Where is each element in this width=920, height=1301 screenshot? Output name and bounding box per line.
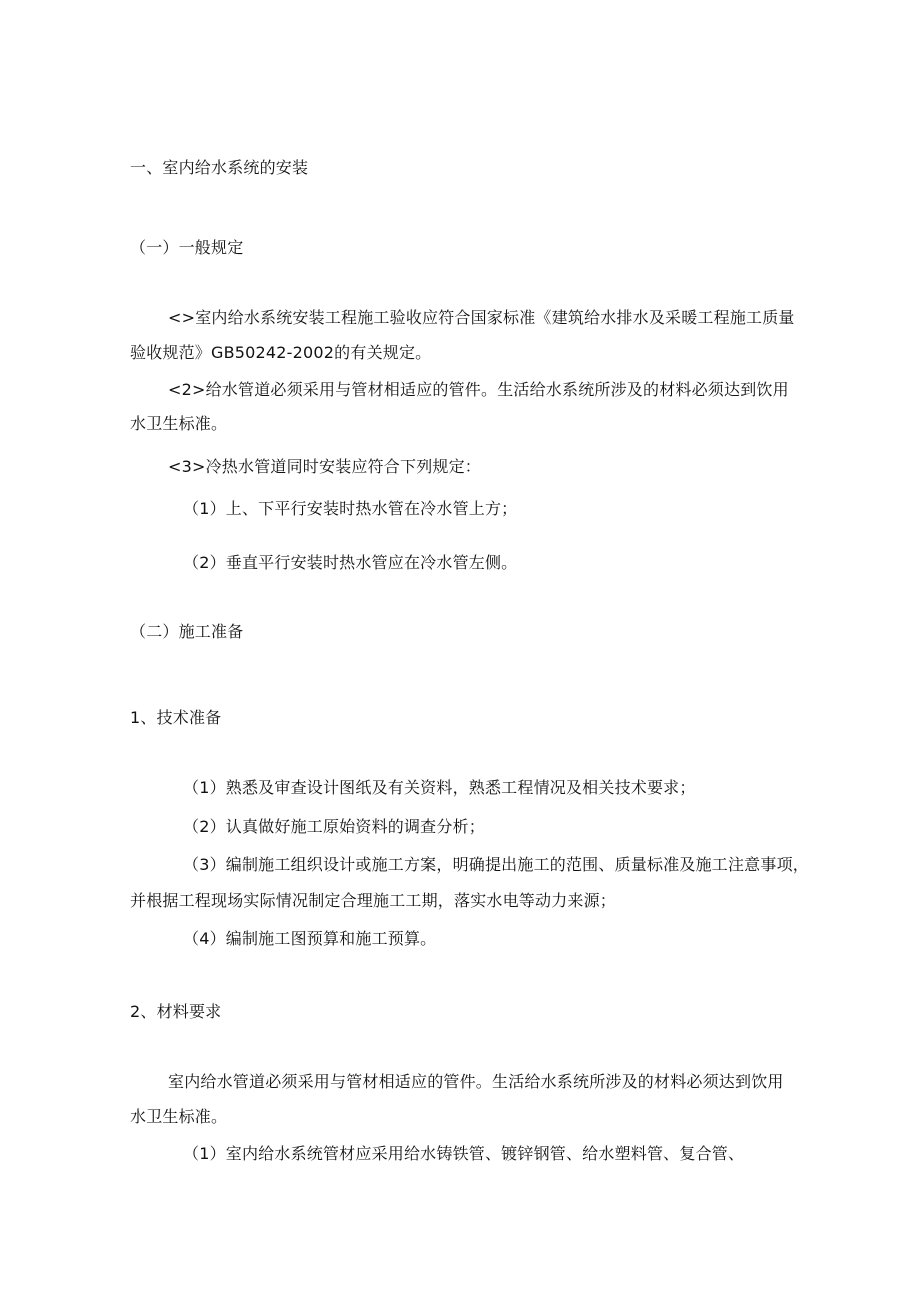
materials-para-line-1: 室内给水管道必须采用与管材相适应的管件。生活给水系统所涉及的材料必须达到饮用 (168, 1072, 784, 1091)
para-1-line-2: 验收规范》GB50242-2002的有关规定。 (130, 343, 432, 362)
list-item: （2）垂直平行安装时热水管应在冷水管左侧。 (183, 553, 518, 572)
list-item: （1）上、下平行安装时热水管在冷水管上方； (183, 499, 518, 518)
list-item: （3）编制施工组织设计或施工方案，明确提出施工的范围、质量标准及施工注意事项， (183, 855, 809, 874)
list-item: （1）室内给水系统管材应采用给水铸铁管、镀锌钢管、给水塑料管、复合管、 (183, 1144, 745, 1163)
list-item: （4）编制施工图预算和施工预算。 (183, 929, 437, 948)
materials-title: 2、材料要求 (130, 1002, 222, 1021)
para-2-line-1: <2>给水管道必须采用与管材相适应的管件。生活给水系统所涉及的材料必须达到饮用 (168, 380, 789, 399)
materials-para-line-2: 水卫生标准。 (130, 1107, 228, 1126)
para-1-line-1: <>室内给水系统安装工程施工验收应符合国家标准《建筑给水排水及采暖工程施工质量 (168, 308, 795, 327)
para-2-line-2: 水卫生标准。 (130, 414, 228, 433)
list-item-continuation: 并根据工程现场实际情况制定合理施工工期，落实水电等动力来源； (130, 891, 617, 910)
section-2-title: （二）施工准备 (130, 622, 244, 641)
para-3-line-1: <3>冷热水管道同时安装应符合下列规定： (168, 457, 481, 476)
heading-1: 一、室内给水系统的安装 (130, 158, 309, 177)
list-item: （2）认真做好施工原始资料的调查分析； (183, 817, 485, 836)
list-item: （1）熟悉及审查设计图纸及有关资料，熟悉工程情况及相关技术要求； (183, 778, 696, 797)
section-1-title: （一）一般规定 (130, 238, 244, 257)
tech-prep-title: 1、技术准备 (130, 708, 222, 727)
